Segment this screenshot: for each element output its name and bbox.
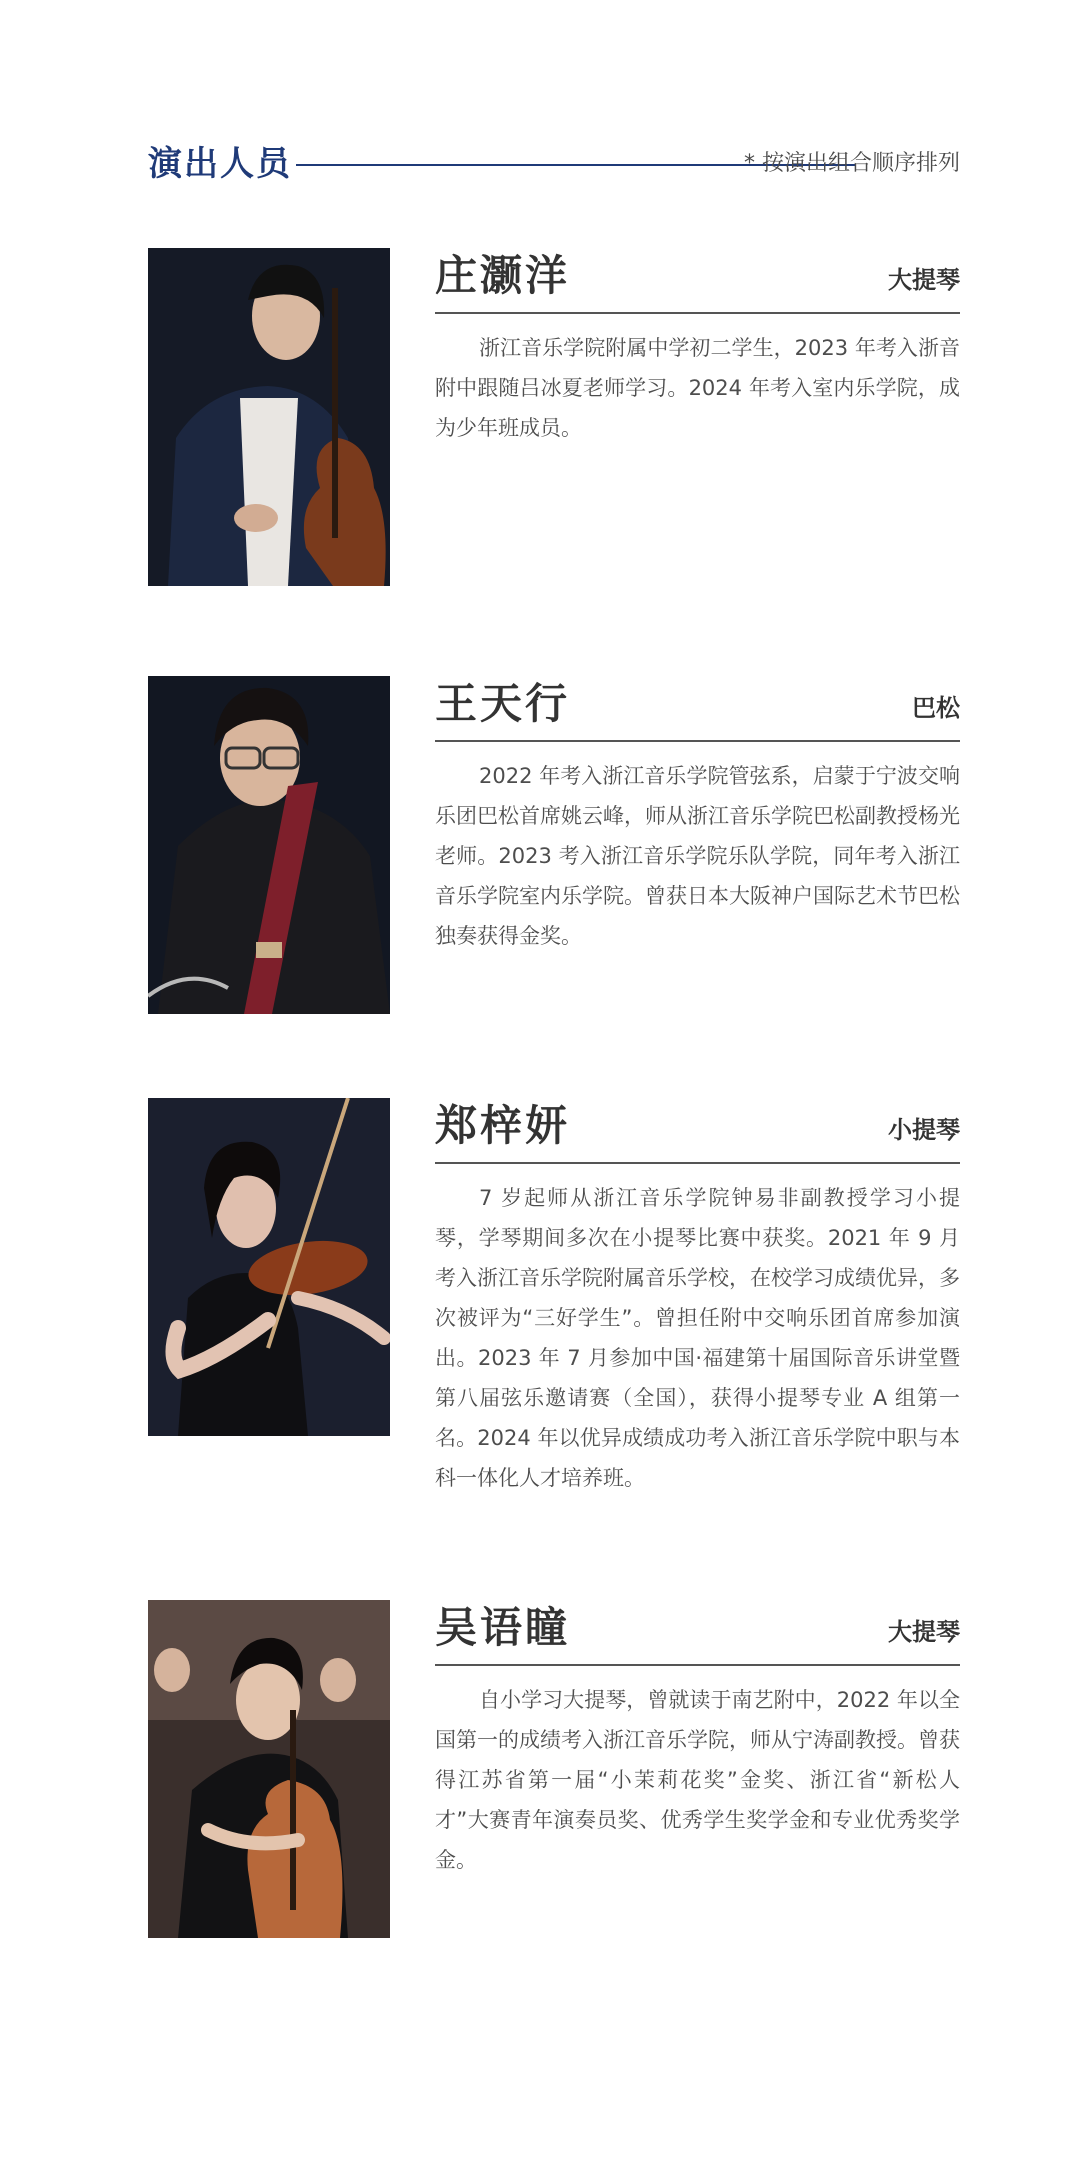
performer-photo	[148, 1098, 390, 1436]
performer-info	[435, 1098, 960, 1498]
performer-photo	[148, 676, 390, 1014]
name-row	[435, 676, 960, 742]
performer-bio: 浙江音乐学院附属中学初二学生，2023 年考入浙音附中跟随吕冰夏老师学习。2024 年考入室内乐学院，成为少年班成员。	[435, 336, 960, 440]
performer-bio: 7 岁起师从浙江音乐学院钟易非副教授学习小提琴，学琴期间多次在小提琴比赛中获奖。2021 年 9 月考入浙江音乐学院附属音乐学校，在校学习成绩优异，多次被评为“三好学生”。曾担任附中交响乐团首席参加演出。2023 年 7 月参加中国·福建第十届国际音乐讲堂暨第八届弦乐邀请赛（全国），获得小提琴专业 A 组第一名。2024 年以优异成绩成功考入浙江音乐学院中职与本科一体化人才培养班。	[435, 1186, 960, 1490]
name-row	[435, 248, 960, 314]
order-note: * 按演出组合顺序排列	[744, 151, 960, 176]
section-title: 演出人员	[148, 144, 292, 184]
performer-info	[435, 676, 960, 956]
performer-photo	[148, 248, 390, 586]
performer-info	[435, 248, 960, 448]
performer-bio: 2022 年考入浙江音乐学院管弦系，启蒙于宁波交响乐团巴松首席姚云峰，师从浙江音乐学院巴松副教授杨光老师。2023 考入浙江音乐学院乐队学院，同年考入浙江音乐学院室内乐学院。曾获日本大阪神户国际艺术节巴松独奏获得金奖。	[435, 764, 960, 948]
performer-name: 王天行	[435, 679, 571, 728]
name-row	[435, 1600, 960, 1666]
performer-instrument: 大提琴	[888, 1617, 960, 1646]
performer-name: 庄灏洋	[435, 251, 571, 300]
performer-info	[435, 1600, 960, 1880]
performer-name: 郑梓妍	[435, 1101, 571, 1150]
name-row	[435, 1098, 960, 1164]
performer-photo	[148, 1600, 390, 1938]
performer-bio: 自小学习大提琴，曾就读于南艺附中，2022 年以全国第一的成绩考入浙江音乐学院，师从宁涛副教授。曾获得江苏省第一届“小茉莉花奖”金奖、浙江省“新松人才”大赛青年演奏员奖、优秀学生奖学金和专业优秀奖学金。	[435, 1688, 960, 1872]
performer-instrument: 巴松	[912, 693, 960, 722]
performer-instrument: 大提琴	[888, 265, 960, 294]
section-header	[148, 138, 960, 190]
performer-name: 吴语瞳	[435, 1603, 571, 1652]
performer-instrument: 小提琴	[888, 1115, 960, 1144]
